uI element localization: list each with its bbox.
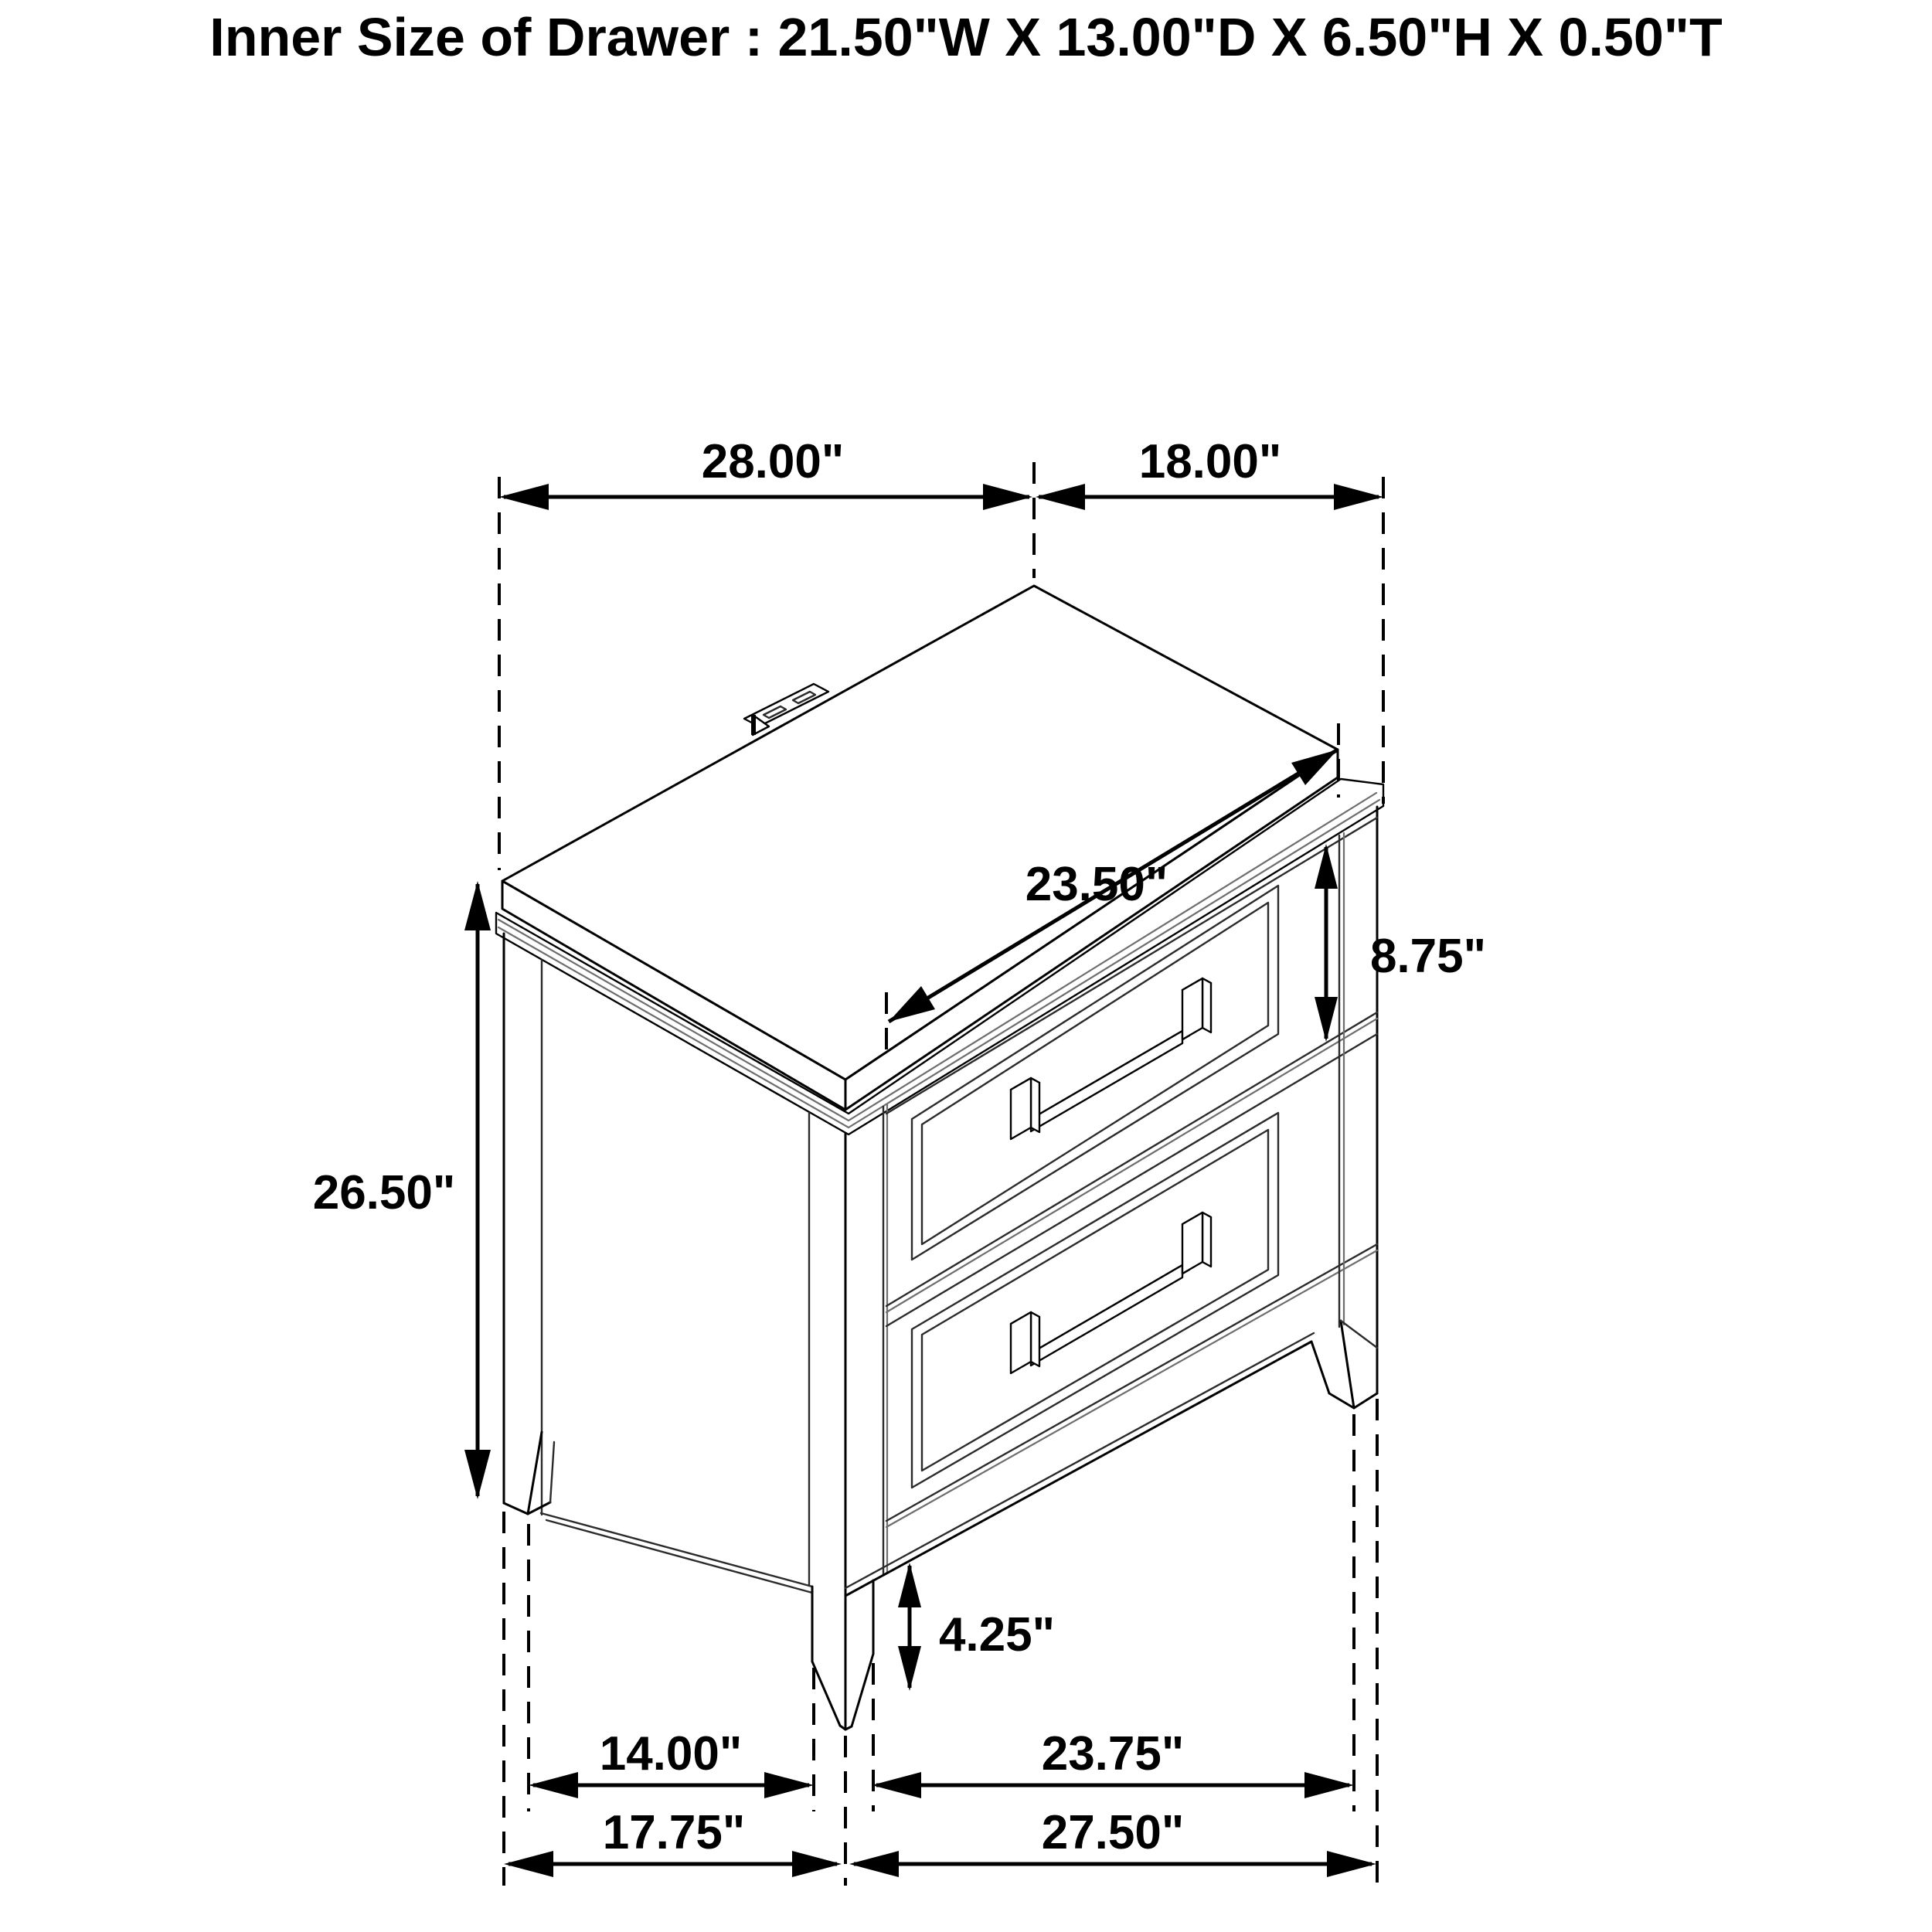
dim-2350-label: 23.50" — [1025, 858, 1168, 911]
dim-1775-label: 17.75" — [602, 1806, 746, 1859]
dim-2375-label: 23.75" — [1041, 1727, 1185, 1781]
dim-425-arrow-down — [898, 1646, 921, 1691]
dim-top-depth — [1036, 435, 1383, 510]
dim-overall-depth — [504, 1806, 842, 1877]
dim-28-arrow-right — [983, 484, 1032, 510]
dim-18-arrow-left — [1036, 484, 1085, 510]
dim-2750-arrow-right — [1327, 1851, 1376, 1877]
dim-overall-height — [313, 881, 491, 1499]
side-apron-top-line — [541, 1513, 812, 1587]
page-title: Inner Size of Drawer : 21.50"W X 13.00"D X 6.50"H X 0.50"T — [209, 7, 1723, 67]
dim-2750-arrow-left — [849, 1851, 899, 1877]
handle2-right-post — [1182, 1213, 1202, 1274]
drawer2-top-edge — [886, 1034, 1377, 1326]
dim-14-arrow-right — [764, 1772, 814, 1798]
front-apron-top-line — [845, 1333, 1314, 1588]
handle2-left-post — [1011, 1312, 1031, 1373]
handle1-left-post — [1011, 1078, 1031, 1139]
handle2-left-post-side — [1031, 1312, 1039, 1366]
front-right-leg — [1311, 1321, 1377, 1408]
dim-875-label: 8.75" — [1369, 930, 1487, 983]
bottom-rail-shadow — [886, 1250, 1377, 1527]
handle1-bar — [1031, 1031, 1182, 1131]
dim-2375-arrow-right — [1304, 1772, 1354, 1798]
dim-18-arrow-right — [1334, 484, 1383, 510]
dimension-annotations — [313, 435, 1486, 1877]
right-leg-inner-edge — [1311, 1342, 1329, 1393]
dim-front-leg-span — [872, 1727, 1354, 1798]
dim-overall-width — [849, 1806, 1376, 1877]
dim-top-width — [499, 435, 1032, 510]
drawer2-handle — [1011, 1213, 1211, 1373]
dim-leg-height — [898, 1563, 1055, 1691]
dim-2750-label: 27.50" — [1041, 1806, 1185, 1859]
handle1-right-post-side — [1202, 978, 1211, 1032]
center-leg-right-taper — [852, 1654, 873, 1726]
dim-2650-label: 26.50" — [312, 1166, 456, 1219]
drawer2-panel-outer — [912, 1113, 1278, 1488]
side-apron-bottom-line — [546, 1520, 812, 1593]
dim-425-label: 4.25" — [938, 1608, 1056, 1662]
handle2-bar — [1031, 1265, 1182, 1366]
back-left-leg — [504, 1432, 554, 1514]
dim-875-arrow-up — [1315, 844, 1338, 889]
dim-14-label: 14.00" — [599, 1727, 743, 1781]
nightstand-drawing — [496, 586, 1383, 1730]
dim-side-leg-span — [529, 1727, 814, 1798]
dim-2650-arrow-up — [464, 881, 491, 930]
dim-14-arrow-left — [529, 1772, 578, 1798]
drawer2-bottom-edge — [886, 1244, 1377, 1521]
dim-28-label: 28.00" — [701, 435, 845, 488]
dim-1775-arrow-left — [504, 1851, 553, 1877]
dim-18-label: 18.00" — [1138, 435, 1282, 488]
dim-875-arrow-down — [1315, 997, 1338, 1042]
right-leg-top-edge — [1341, 1321, 1377, 1348]
dim-28-arrow-left — [499, 484, 549, 510]
dim-425-arrow-up — [898, 1563, 921, 1607]
dim-drawer-height — [1315, 844, 1486, 1042]
center-leg-left-taper — [812, 1662, 840, 1726]
back-left-leg-outline — [504, 1432, 542, 1514]
dim-2650-arrow-down — [464, 1450, 491, 1499]
front-center-leg — [812, 1580, 873, 1730]
handle1-left-post-side — [1031, 1078, 1039, 1132]
dim-1775-arrow-right — [792, 1851, 842, 1877]
back-left-leg-foot — [528, 1502, 550, 1514]
back-left-leg-inner-edge — [550, 1442, 554, 1502]
handle1-right-post — [1182, 978, 1202, 1039]
right-leg-corner-edge — [1341, 1321, 1354, 1408]
dim-2375-arrow-left — [872, 1772, 921, 1798]
handle2-right-post-side — [1202, 1213, 1211, 1267]
